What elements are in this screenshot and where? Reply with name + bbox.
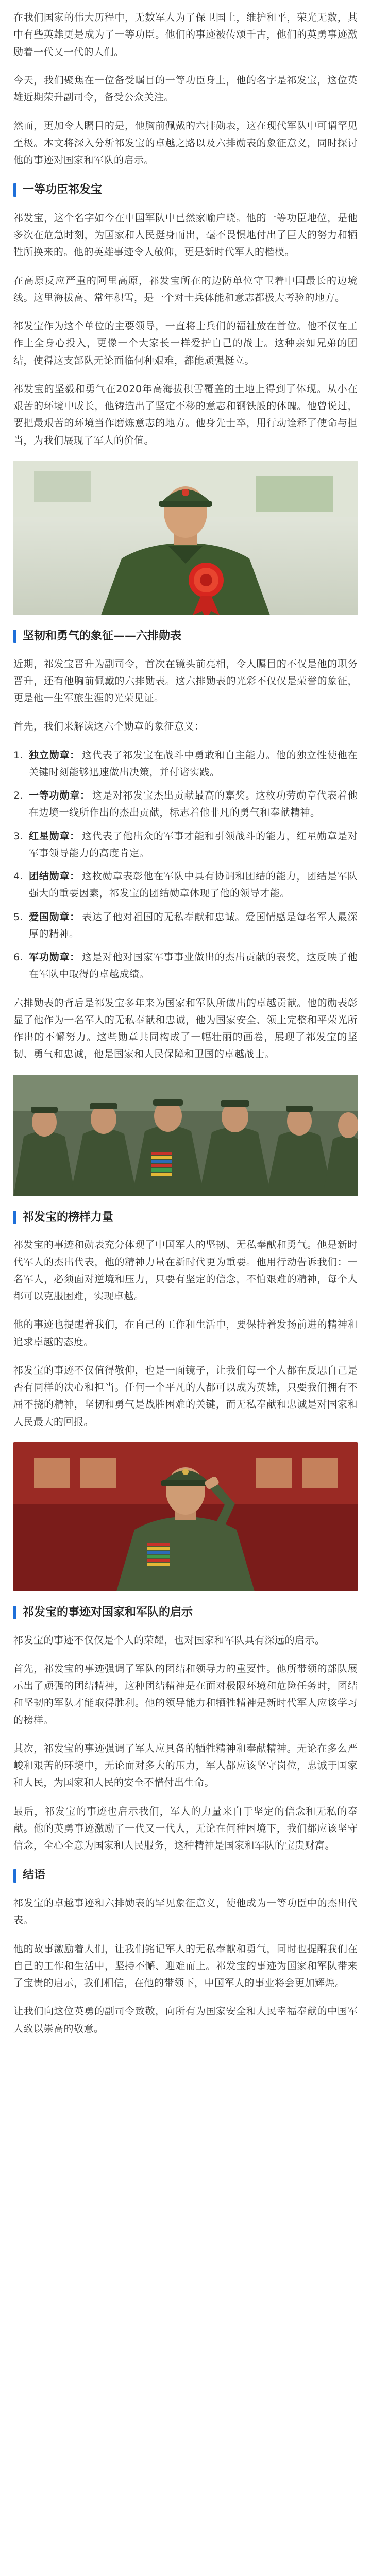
medal-item — [13, 909, 358, 943]
medal-item — [13, 868, 358, 903]
section-heading-text: 祁发宝的事迹对国家和军队的启示 — [23, 1605, 193, 1619]
medal-item — [13, 949, 358, 984]
medal-list — [13, 747, 358, 984]
section-heading-1 — [13, 182, 358, 198]
section-heading-text: 一等功臣祁发宝 — [23, 183, 103, 196]
medal-item — [13, 787, 358, 822]
intro-paragraph-3: 然而，更加令人瞩目的是，他胸前佩戴的六排勋表，这在现代军队中可谓罕见至极。本文将深入分析祁发宝的卓越之路以及六排勋表的象征意义，同时探讨他的事迹对国家和军队的启示。 — [13, 120, 358, 166]
section-accent-bar — [13, 630, 16, 643]
section-4-paragraph-2: 首先，祁发宝的事迹强调了军队的团结和领导力的重要性。他所带领的部队展示出了顽强的团结精神，这种团结精神是在面对极限环境和危险任务时，团结和坚韧的军队才能取得胜利。他的领导能力和牺牲精神是新时代军人应该学习的榜样。 — [13, 1663, 358, 1726]
officers-group-photo — [13, 1075, 358, 1196]
section-1-paragraph-2: 在高原反应严重的阿里高原，祁发宝所在的边防单位守卫着中国最长的边境线。这里海拔高、常年积雪，是一个对士兵体能和意志都极大考验的地方。 — [13, 275, 358, 303]
medal-name: 一等功勋章： — [29, 790, 90, 802]
saluting-officer-photo — [13, 1442, 358, 1591]
medal-name: 军功勋章： — [29, 952, 80, 963]
medal-name: 团结勋章： — [29, 871, 80, 883]
section-heading-2 — [13, 629, 358, 645]
section-accent-bar — [13, 1869, 16, 1883]
section-5-paragraph-3: 让我们向这位英勇的副司令致敬，向所有为国家安全和人民幸福奉献的中国军人致以崇高的敬意。 — [13, 2006, 358, 2035]
medal-number: 3. — [13, 830, 24, 842]
section-3-paragraph-3: 祁发宝的事迹不仅值得敬仰，也是一面镜子，让我们每一个人都在反思自己是否有同样的决心和担当。任何一个平凡的人都可以成为英雄，只要我们拥有不屈不挠的精神，坚韧和勇气是战胜困难的关键，而无私奉献和忠诚是对国家和人民最大的回报。 — [13, 1364, 358, 1428]
section-heading-5 — [13, 1868, 358, 1884]
section-heading-text: 坚韧和勇气的象征——六排勋表 — [23, 629, 182, 642]
medal-number: 1. — [13, 749, 24, 761]
intro-paragraph-2: 今天，我们聚焦在一位备受瞩目的一等功臣身上，他的名字是祁发宝，这位英雄近期荣升副司令，备受公众关注。 — [13, 74, 358, 103]
medal-description: 这代表了他出众的军事才能和引领战斗的能力，红星勋章是对军事领导能力的高度肯定。 — [29, 830, 358, 859]
medal-number: 6. — [13, 952, 24, 963]
section-heading-text: 结语 — [23, 1869, 46, 1882]
medal-description: 这代表了祁发宝在战斗中勇敢和自主能力。他的独立性使他在关键时刻能够迅速做出决策，并付诸实践。 — [29, 749, 358, 778]
soldier-with-red-flower-photo — [13, 461, 358, 615]
section-2-paragraph-2: 首先，我们来解读这六个勋章的象征意义： — [13, 721, 205, 733]
section-2-after-paragraph: 六排勋表的背后是祁发宝多年来为国家和军队所做出的卓越贡献。他的勋表彰显了他作为一名军人的无私奉献和忠诚，他为国家安全、领土完整和平荣光所作出的不懈努力。这些勋章共同构成了一幅壮丽的画卷，展现了祁发宝的坚韧、勇气和忠诚，他是国家和人民保障和卫国的卓越战士。 — [13, 997, 358, 1060]
section-5-paragraph-1: 祁发宝的卓越事迹和六排勋表的罕见象征意义，使他成为一等功臣中的杰出代表。 — [13, 1897, 358, 1926]
medal-item — [13, 828, 358, 862]
section-accent-bar — [13, 1606, 16, 1619]
section-accent-bar — [13, 183, 16, 197]
section-heading-4 — [13, 1605, 358, 1621]
medal-description: 这是对他对国家军事事业做出的杰出贡献的表奖，这反映了他在军队中取得的卓越成绩。 — [29, 952, 358, 980]
section-4-paragraph-1: 祁发宝的事迹不仅仅是个人的荣耀，也对国家和军队具有深远的启示。 — [13, 1634, 325, 1646]
section-1-paragraph-4: 祁发宝的坚毅和勇气在2020年高海拔积雪覆盖的土地上得到了体现。从小在艰苦的环境中成长，他铸造出了坚定不移的意志和钢铁般的体魄。他曾说过，要把最艰苦的环境当作磨炼意志的地方。他身先士卒，用行动诠释了使命与担当，为我们展现了军人的价值。 — [13, 383, 358, 446]
section-3-paragraph-1: 祁发宝的事迹和勋表充分体现了中国军人的坚韧、无私奉献和勇气。他是新时代军人的杰出代表，他的精神力量在新时代更为重要。他用行动告诉我们：一名军人，必须面对逆境和压力，只要有坚定的信念，不怕艰难的精神，每个人都可以克服困难，实现卓越。 — [13, 1239, 358, 1302]
medal-number: 4. — [13, 871, 24, 883]
intro-paragraph-1: 在我们国家的伟大历程中，无数军人为了保卫国土，维护和平，荣光无数，其中有些英雄更是成为了一等功臣。他们的事迹被传颂千古，他们的英勇事迹激励着一代又一代的人们。 — [13, 12, 358, 58]
medal-description: 这是对祁发宝杰出贡献最高的嘉奖。这枚功劳勋章代表着他在边境一线所作出的杰出贡献，标志着他非凡的勇气和奉献精神。 — [29, 790, 358, 819]
section-4-paragraph-4: 最后，祁发宝的事迹也启示我们，军人的力量来自于坚定的信念和无私的奉献。他的英勇事迹激励了一代又一代人，无论在何种困境下，我们都应该坚守信念，全心全意为国家和人民服务，这种精神是国家和军队的宝贵财富。 — [13, 1805, 358, 1852]
medal-name: 独立勋章： — [29, 749, 80, 761]
section-heading-text: 祁发宝的榜样力量 — [23, 1210, 114, 1224]
section-3-paragraph-2: 他的事迹也提醒着我们，在自己的工作和生活中，要保持着发扬前进的精神和追求卓越的态度。 — [13, 1319, 358, 1348]
section-1-paragraph-1: 祁发宝，这个名字如今在中国军队中已然家喻户晓。他的一等功臣地位，是他多次在危急时刻，为国家和人民挺身而出，毫不畏惧地付出了巨大的努力和牺牲所换来的。他的英雄事迹令人敬仰，更是新时代军人的楷模。 — [13, 212, 358, 258]
section-4-paragraph-3: 其次，祁发宝的事迹强调了军人应具备的牺牲精神和奉献精神。无论在多么严峻和艰苦的环境中，无论面对多大的压力，军人都应该坚守岗位，忠诚于国家和人民，为国家和人民的安全不惜付出生命。 — [13, 1742, 358, 1789]
medal-description: 这枚勋章表彰他在军队中具有协调和团结的能力，团结是军队强大的重要因素，祁发宝的团结勋章体现了他的领导才能。 — [29, 871, 358, 900]
medal-description: 表达了他对祖国的无私奉献和忠诚。爱国情感是每名军人最深厚的精神。 — [29, 911, 358, 940]
medal-number: 2. — [13, 790, 24, 802]
section-1-paragraph-3: 祁发宝作为这个单位的主要领导，一直将士兵们的福祉放在首位。他不仅在工作上全身心投入，更像一个大家长一样爱护自己的战士。这种亲如兄弟的团结，使得这支部队无论面临何种艰难，都能顽强挺立。 — [13, 320, 358, 366]
section-5-paragraph-2: 他的故事激励着人们，让我们铭记军人的无私奉献和勇气，同时也提醒我们在自己的工作和生活中，坚持不懈、迎难而上。祁发宝的事迹为国家和军队带来了宝贵的启示，我们相信，在他的带领下，中国军人的事业将会更加辉煌。 — [13, 1943, 358, 1989]
section-heading-3 — [13, 1210, 358, 1226]
medal-name: 爱国勋章： — [29, 911, 80, 923]
medal-number: 5. — [13, 911, 24, 923]
medal-name: 红星勋章： — [29, 830, 80, 842]
section-2-paragraph-1: 近期，祁发宝晋升为副司令，首次在镜头前亮相，令人瞩目的不仅是他的职务晋升，还有他胸前佩戴的六排勋表。这六排勋表的光彩不仅仅是荣誉的象征，更是他一生军旅生涯的光荣见证。 — [13, 658, 358, 704]
section-accent-bar — [13, 1211, 16, 1224]
medal-item — [13, 747, 358, 782]
